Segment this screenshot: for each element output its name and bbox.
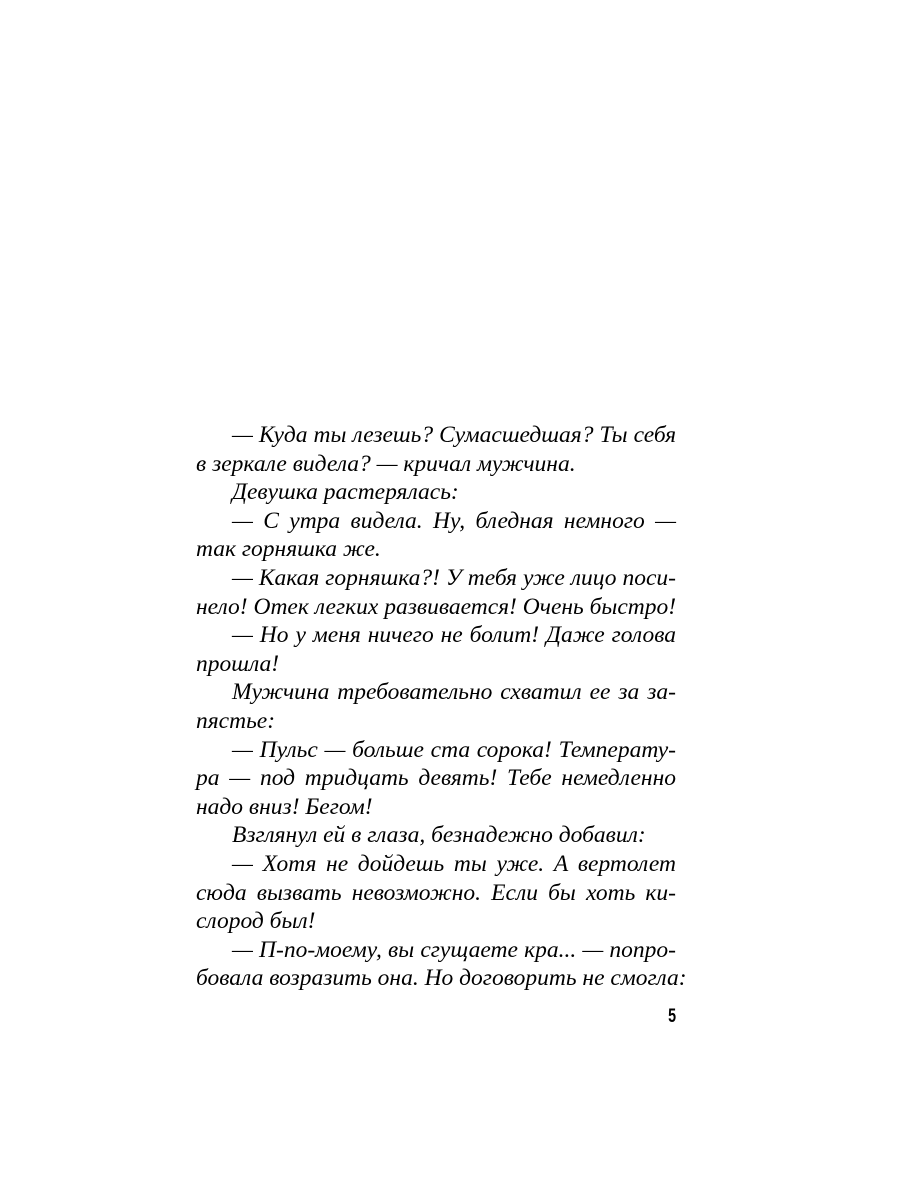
text-line: Мужчина требовательно схватил ее за за- (232, 679, 676, 706)
page-number: 5 (668, 1006, 676, 1027)
text-line: — С утра видела. Ну, бледная немного — (232, 507, 676, 534)
text-line: бовала возразить она. Но договорить не смогла: (196, 965, 687, 992)
text-line: — Но у меня ничего не болит! Даже голова (232, 622, 676, 649)
text-line: слород был! (196, 908, 316, 935)
text-line: надо вниз! Бегом! (196, 793, 373, 820)
text-line: так горняшка же. (196, 536, 381, 563)
text-line: — Хотя не дойдешь ты уже. А вертолет (232, 850, 676, 877)
text-line: сюда вызвать невозможно. Если бы хоть ки- (196, 879, 676, 906)
text-line: ра — под тридцать девять! Тебе немедленно (196, 765, 676, 792)
text-line: Девушка растерялась: (232, 479, 459, 506)
text-line: — Пульс — больше ста сорока! Температу- (232, 736, 676, 763)
text-line: в зеркале видела? — кричал мужчина. (196, 450, 576, 477)
text-line: нело! Отек легких развивается! Очень быстро! (196, 593, 677, 620)
text-line: пястье: (196, 707, 276, 734)
text-line: прошла! (196, 650, 280, 677)
text-line: — П-по-моему, вы сгущаете кра... — попро- (232, 936, 676, 963)
text-line: — Какая горняшка?! У тебя уже лицо поси- (232, 564, 676, 591)
text-line: Взглянул ей в глаза, безнадежно добавил: (232, 822, 646, 849)
page-body-text (196, 421, 687, 993)
text-line: — Куда ты лезешь? Сумасшедшая? Ты себя (232, 422, 676, 448)
